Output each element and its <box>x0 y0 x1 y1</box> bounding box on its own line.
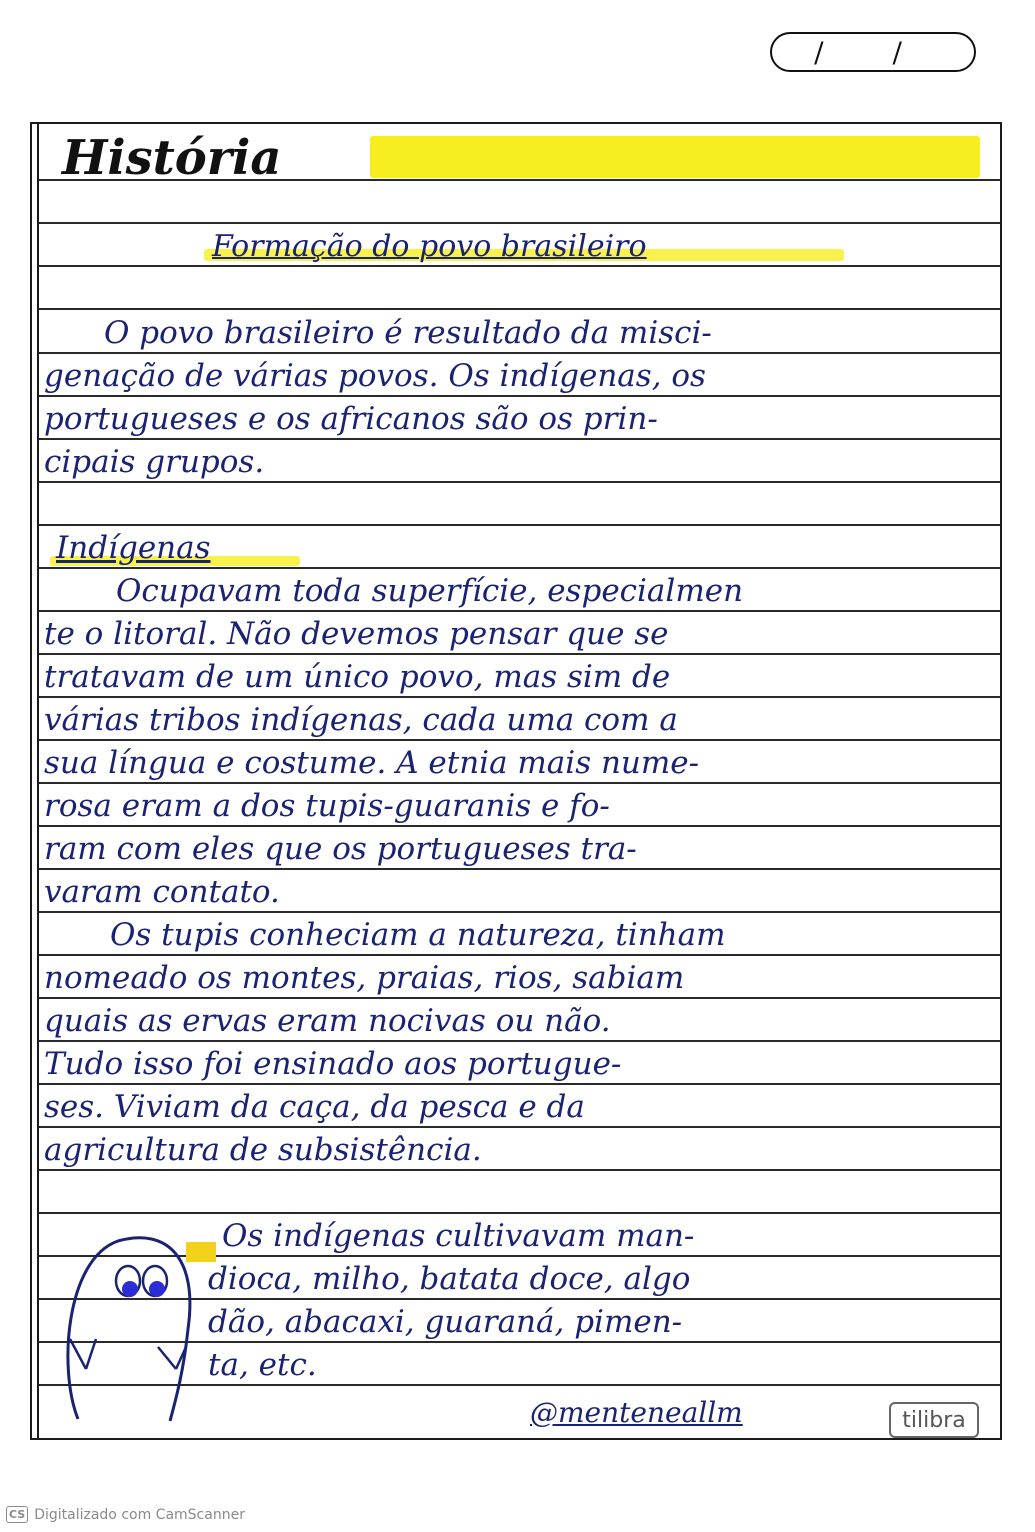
intro-line: cipais grupos. <box>44 444 265 480</box>
body-line: Ocupavam toda superfície, especialmen <box>116 573 744 609</box>
footer-text: Digitalizado com CamScanner <box>34 1506 245 1523</box>
brand-logo: tilibra <box>889 1402 979 1438</box>
body-line: ses. Viviam da caça, da pesca e da <box>44 1089 585 1125</box>
owl-doodle-icon <box>58 1219 208 1429</box>
note-line: ta, etc. <box>208 1347 317 1383</box>
body-line: te o litoral. Não devemos pensar que se <box>44 616 669 652</box>
body-line: tratavam de um único povo, mas sim de <box>44 659 671 695</box>
section-heading: Indígenas <box>56 530 211 566</box>
intro-line: portugueses e os africanos são os prin- <box>44 401 658 437</box>
body-line: rosa eram a dos tupis-guaranis e fo- <box>44 788 610 824</box>
note-line: dão, abacaxi, guaraná, pimen- <box>208 1304 683 1340</box>
page-title: História <box>62 130 282 186</box>
body-line: ram com eles que os portugueses tra- <box>44 831 637 867</box>
body-line: várias tribos indígenas, cada uma com a <box>44 702 678 738</box>
body-line: varam contato. <box>44 874 280 910</box>
intro-line: O povo brasileiro é resultado da misci- <box>104 315 712 351</box>
body-line: quais as ervas eram nocivas ou não. <box>44 1003 611 1039</box>
body-line: Tudo isso foi ensinado aos portugue- <box>44 1046 622 1082</box>
scanner-footer <box>6 1506 245 1523</box>
camscanner-logo-icon: CS <box>6 1506 28 1523</box>
body-line: nomeado os montes, praias, rios, sabiam <box>44 960 685 996</box>
signature: @menteneallm <box>530 1396 743 1429</box>
body-line: sua língua e costume. A etnia mais nume- <box>44 745 700 781</box>
note-line: Os indígenas cultivavam man- <box>222 1218 695 1254</box>
date-field: / / <box>770 32 976 72</box>
body-line: Os tupis conheciam a natureza, tinham <box>110 917 726 953</box>
note-line: dioca, milho, batata doce, algo <box>208 1261 691 1297</box>
title-highlight <box>370 136 980 178</box>
notebook-page <box>30 122 1002 1440</box>
intro-line: genação de várias povos. Os indígenas, os <box>44 358 706 394</box>
ruled-line <box>39 308 1000 310</box>
margin-line <box>37 124 39 1438</box>
subtitle: Formação do povo brasileiro <box>212 229 647 264</box>
body-line: agricultura de subsistência. <box>44 1132 482 1168</box>
